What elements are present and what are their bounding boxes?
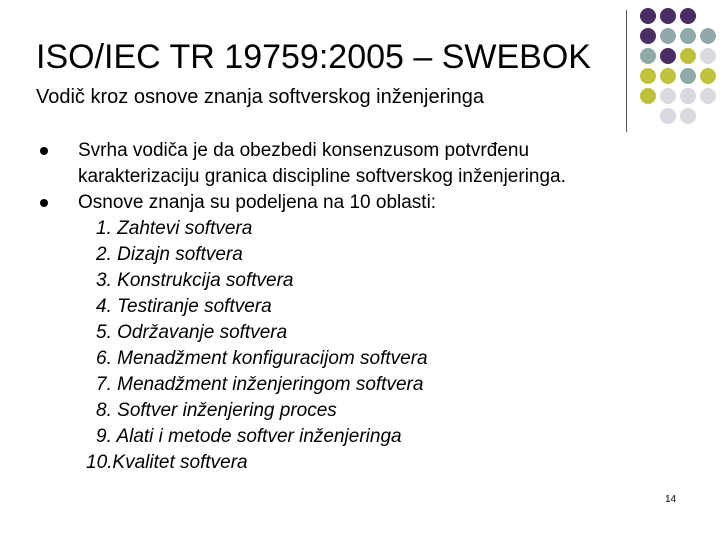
slide-title: ISO/IEC TR 19759:2005 – SWEBOK: [36, 38, 591, 76]
area-label: Konstrukcija softvera: [117, 270, 294, 291]
decor-dot: [660, 108, 676, 124]
knowledge-area-item: [96, 216, 678, 242]
knowledge-area-item: [96, 398, 678, 424]
decor-dot: [680, 8, 696, 24]
decor-dot: [680, 88, 696, 104]
list-number: 10.: [86, 452, 113, 473]
area-label: Alati i metode softver inženjeringa: [116, 426, 402, 447]
decor-dot: [660, 8, 676, 24]
decor-dot: [640, 28, 656, 44]
decor-dot: [640, 48, 656, 64]
area-label: Zahtevi softvera: [117, 218, 253, 239]
bullet-list: [38, 138, 678, 476]
area-label: Održavanje softvera: [117, 322, 288, 343]
page-number: 14: [665, 494, 677, 505]
decor-dot: [680, 68, 696, 84]
list-number: 2.: [96, 244, 112, 265]
list-number: 8.: [96, 400, 112, 421]
decor-dot: [660, 28, 676, 44]
area-label: Testiranje softvera: [117, 296, 272, 317]
decor-dot: [680, 48, 696, 64]
bullet-dot-icon: [40, 147, 48, 155]
knowledge-area-item: [96, 294, 678, 320]
area-label: Kvalitet softvera: [112, 452, 248, 473]
bullet-text-line: Osnove znanja su podeljena na 10 oblasti:: [78, 192, 437, 213]
knowledge-area-item: [96, 424, 678, 450]
knowledge-area-item: [96, 242, 678, 268]
area-label: Menadžment konfiguracijom softvera: [117, 348, 428, 369]
area-label: Dizajn softvera: [117, 244, 243, 265]
list-number: 3.: [96, 270, 112, 291]
decor-dot: [680, 108, 696, 124]
knowledge-areas-list: [38, 216, 678, 476]
slide-subtitle: Vodič kroz osnove znanja softverskog inženjeringa: [36, 86, 485, 108]
decorative-vertical-rule: [626, 10, 627, 132]
list-number: 1.: [96, 218, 112, 239]
knowledge-area-item: [96, 268, 678, 294]
list-number: 6.: [96, 348, 112, 369]
knowledge-area-item: [86, 450, 678, 476]
bullet-text-line: karakterizaciju granica discipline softverskog inženjeringa.: [78, 166, 566, 187]
list-number: 7.: [96, 374, 112, 395]
bullet-item: [38, 138, 678, 190]
list-number: 4.: [96, 296, 112, 317]
decor-dot: [660, 48, 676, 64]
decor-dot: [680, 28, 696, 44]
decor-dot: [640, 68, 656, 84]
bullet-item: [38, 190, 678, 216]
decor-dot: [700, 88, 716, 104]
list-number: 5.: [96, 322, 112, 343]
area-label: Softver inženjering proces: [117, 400, 337, 421]
area-label: Menadžment inženjeringom softvera: [117, 374, 424, 395]
decor-dot: [640, 8, 656, 24]
bullet-dot-icon: [40, 199, 48, 207]
decor-dot: [700, 48, 716, 64]
decor-dot: [660, 68, 676, 84]
decor-dot: [660, 88, 676, 104]
knowledge-area-item: [96, 320, 678, 346]
list-number: 9.: [96, 426, 112, 447]
decor-dot: [700, 68, 716, 84]
knowledge-area-item: [96, 372, 678, 398]
knowledge-area-item: [96, 346, 678, 372]
bullet-text-line: Svrha vodiča je da obezbedi konsenzusom potvrđenu: [78, 140, 530, 161]
decor-dot: [700, 28, 716, 44]
decor-dot: [640, 88, 656, 104]
